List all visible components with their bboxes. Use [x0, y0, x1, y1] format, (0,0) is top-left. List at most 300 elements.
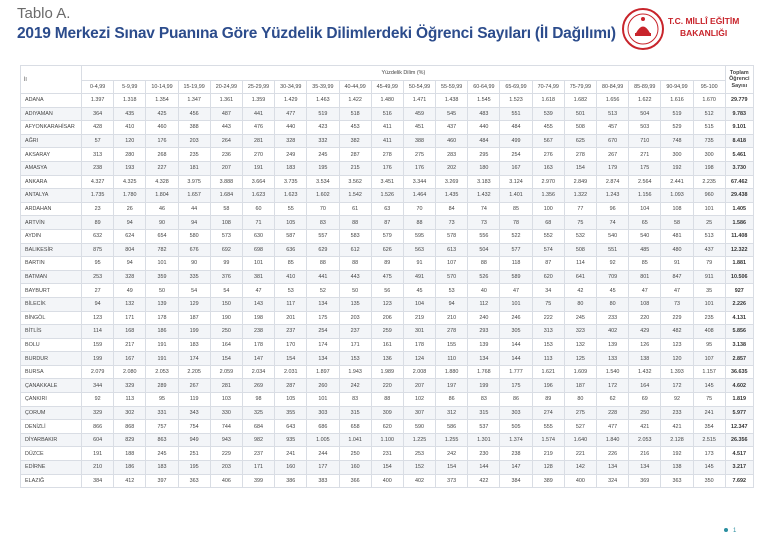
value-cell: 198	[242, 311, 274, 325]
value-cell: 125	[564, 352, 596, 366]
value-cell: 233	[597, 311, 629, 325]
value-cell: 183	[275, 161, 307, 175]
value-cell: 126	[629, 338, 661, 352]
value-cell: 400	[371, 474, 403, 488]
value-cell: 98	[242, 393, 274, 407]
value-cell: 96	[597, 202, 629, 216]
value-cell: 1.656	[597, 94, 629, 108]
value-cell: 508	[564, 243, 596, 257]
value-cell: 684	[242, 420, 274, 434]
value-cell: 324	[597, 474, 629, 488]
value-cell: 139	[597, 338, 629, 352]
province-cell: BATMAN	[21, 270, 82, 284]
value-cell: 164	[629, 379, 661, 393]
value-cell: 289	[146, 379, 178, 393]
value-cell: 3.183	[468, 175, 500, 189]
value-cell: 483	[468, 107, 500, 121]
value-cell: 1.005	[307, 433, 339, 447]
value-cell: 134	[629, 461, 661, 475]
value-cell: 1.542	[339, 189, 371, 203]
value-cell: 1.401	[500, 189, 532, 203]
value-cell: 485	[629, 243, 661, 257]
value-cell: 1.657	[178, 189, 210, 203]
value-cell: 455	[532, 121, 564, 135]
value-cell: 191	[146, 352, 178, 366]
value-cell: 440	[468, 121, 500, 135]
value-cell: 210	[82, 461, 114, 475]
value-cell: 219	[403, 311, 435, 325]
value-cell: 154	[436, 461, 468, 475]
value-cell: 143	[242, 297, 274, 311]
value-cell: 3.124	[500, 175, 532, 189]
value-cell: 250	[629, 406, 661, 420]
province-cell: ARTVİN	[21, 216, 82, 230]
total-cell: 2.226	[725, 297, 753, 311]
table-row	[21, 365, 754, 379]
total-cell: 3.217	[725, 461, 753, 475]
value-cell: 120	[114, 134, 146, 148]
value-cell: 233	[661, 406, 693, 420]
value-cell: 801	[629, 270, 661, 284]
value-cell: 1.880	[436, 365, 468, 379]
value-cell: 150	[210, 297, 242, 311]
value-cell: 429	[629, 325, 661, 339]
value-cell: 670	[597, 134, 629, 148]
value-cell: 154	[210, 352, 242, 366]
value-cell: 183	[146, 461, 178, 475]
total-cell: 29.779	[725, 94, 753, 108]
column-header: 90-94,99	[661, 81, 693, 94]
total-header: Toplam Öğrenci Sayısı	[725, 66, 753, 94]
value-cell: 207	[210, 161, 242, 175]
value-cell: 101	[242, 257, 274, 271]
value-cell: 171	[339, 338, 371, 352]
value-cell: 505	[500, 420, 532, 434]
value-cell: 2.515	[693, 433, 725, 447]
value-cell: 503	[629, 121, 661, 135]
value-cell: 499	[500, 134, 532, 148]
table-row	[21, 297, 754, 311]
value-cell: 172	[597, 379, 629, 393]
value-cell: 113	[114, 393, 146, 407]
value-cell: 154	[371, 461, 403, 475]
value-cell: 167	[114, 352, 146, 366]
value-cell: 193	[114, 161, 146, 175]
value-cell: 245	[564, 311, 596, 325]
value-cell: 1.429	[275, 94, 307, 108]
column-header: 80-84,99	[597, 81, 629, 94]
value-cell: 1.523	[500, 94, 532, 108]
province-cell: EDİRNE	[21, 461, 82, 475]
value-cell: 118	[500, 257, 532, 271]
value-cell: 624	[114, 229, 146, 243]
value-cell: 1.255	[436, 433, 468, 447]
value-cell: 154	[275, 352, 307, 366]
value-cell: 183	[178, 338, 210, 352]
value-cell: 62	[597, 393, 629, 407]
value-cell: 1.622	[629, 94, 661, 108]
province-cell: BİLECİK	[21, 297, 82, 311]
value-cell: 460	[146, 121, 178, 135]
province-cell: ANTALYA	[21, 189, 82, 203]
value-cell: 74	[468, 202, 500, 216]
value-cell: 53	[436, 284, 468, 298]
value-cell: 268	[146, 148, 178, 162]
bullet-icon	[724, 528, 728, 532]
total-cell: 36.635	[725, 365, 753, 379]
value-cell: 251	[178, 447, 210, 461]
value-cell: 173	[693, 447, 725, 461]
value-cell: 1.682	[564, 94, 596, 108]
value-cell: 191	[82, 447, 114, 461]
value-cell: 300	[693, 148, 725, 162]
province-cell: BARTIN	[21, 257, 82, 271]
value-cell: 34	[532, 284, 564, 298]
value-cell: 2.053	[629, 433, 661, 447]
value-cell: 4.327	[82, 175, 114, 189]
value-cell: 83	[339, 393, 371, 407]
value-cell: 52	[307, 284, 339, 298]
value-cell: 90	[178, 257, 210, 271]
total-cell: 10.506	[725, 270, 753, 284]
value-cell: 187	[178, 311, 210, 325]
value-cell: 231	[371, 447, 403, 461]
value-cell: 476	[242, 121, 274, 135]
value-cell: 237	[242, 447, 274, 461]
value-cell: 1.943	[339, 365, 371, 379]
value-cell: 228	[597, 406, 629, 420]
value-cell: 94	[178, 216, 210, 230]
table-row	[21, 202, 754, 216]
value-cell: 313	[82, 148, 114, 162]
value-cell: 75	[693, 393, 725, 407]
value-cell: 3.975	[178, 175, 210, 189]
value-cell: 110	[436, 352, 468, 366]
value-cell: 412	[114, 474, 146, 488]
value-cell: 237	[275, 325, 307, 339]
value-cell: 1.623	[242, 189, 274, 203]
value-cell: 123	[371, 297, 403, 311]
value-cell: 124	[403, 352, 435, 366]
value-cell: 206	[371, 311, 403, 325]
value-cell: 516	[371, 107, 403, 121]
value-cell: 271	[629, 148, 661, 162]
value-cell: 197	[436, 379, 468, 393]
value-cell: 138	[629, 352, 661, 366]
value-cell: 364	[82, 107, 114, 121]
value-cell: 1.897	[307, 365, 339, 379]
value-cell: 94	[436, 297, 468, 311]
value-cell: 153	[339, 352, 371, 366]
value-cell: 136	[371, 352, 403, 366]
value-cell: 604	[82, 433, 114, 447]
value-cell: 199	[178, 325, 210, 339]
province-cell: AFYONKARAHİSAR	[21, 121, 82, 135]
value-cell: 235	[693, 311, 725, 325]
total-cell: 4.602	[725, 379, 753, 393]
total-cell: 1.405	[725, 202, 753, 216]
value-cell: 94	[82, 297, 114, 311]
value-cell: 369	[629, 474, 661, 488]
value-cell: 235	[178, 148, 210, 162]
value-cell: 411	[371, 134, 403, 148]
value-cell: 1.768	[468, 365, 500, 379]
value-cell: 754	[178, 420, 210, 434]
column-header: 5-9,99	[114, 81, 146, 94]
value-cell: 2.008	[403, 365, 435, 379]
value-cell: 176	[403, 161, 435, 175]
value-cell: 195	[307, 161, 339, 175]
value-cell: 293	[468, 325, 500, 339]
value-cell: 154	[564, 161, 596, 175]
province-cell: AĞRI	[21, 134, 82, 148]
table-row	[21, 406, 754, 420]
value-cell: 630	[242, 229, 274, 243]
value-cell: 312	[436, 406, 468, 420]
value-cell: 2.205	[178, 365, 210, 379]
logo-line-1: T.C. MİLLÎ EĞİTİM	[668, 16, 740, 26]
total-cell: 3.138	[725, 338, 753, 352]
value-cell: 104	[629, 202, 661, 216]
table-row	[21, 433, 754, 447]
value-cell: 491	[403, 270, 435, 284]
value-cell: 164	[210, 338, 242, 352]
total-cell: 11.408	[725, 229, 753, 243]
value-cell: 3.735	[275, 175, 307, 189]
data-table-container	[20, 65, 753, 488]
value-cell: 267	[178, 379, 210, 393]
value-cell: 147	[500, 461, 532, 475]
value-cell: 1.438	[436, 94, 468, 108]
value-cell: 144	[500, 352, 532, 366]
value-cell: 331	[146, 406, 178, 420]
value-cell: 504	[629, 107, 661, 121]
value-cell: 84	[436, 202, 468, 216]
value-cell: 1.225	[403, 433, 435, 447]
table-row	[21, 325, 754, 339]
value-cell: 50	[146, 284, 178, 298]
value-cell: 89	[532, 393, 564, 407]
value-cell: 281	[242, 134, 274, 148]
value-cell: 88	[468, 257, 500, 271]
value-cell: 267	[597, 148, 629, 162]
value-cell: 222	[532, 311, 564, 325]
value-cell: 123	[82, 311, 114, 325]
value-cell: 186	[114, 461, 146, 475]
value-cell: 735	[693, 134, 725, 148]
value-cell: 107	[436, 257, 468, 271]
province-cell: BOLU	[21, 338, 82, 352]
province-cell: AMASYA	[21, 161, 82, 175]
value-cell: 748	[661, 134, 693, 148]
il-header: İl	[21, 66, 82, 94]
value-cell: 80	[597, 297, 629, 311]
value-cell: 171	[242, 461, 274, 475]
value-cell: 79	[693, 257, 725, 271]
province-cell: BİNGÖL	[21, 311, 82, 325]
province-cell: AKSARAY	[21, 148, 82, 162]
value-cell: 172	[661, 379, 693, 393]
value-cell: 389	[532, 474, 564, 488]
value-cell: 2.849	[564, 175, 596, 189]
value-cell: 199	[82, 352, 114, 366]
value-cell: 132	[564, 338, 596, 352]
value-cell: 1.623	[275, 189, 307, 203]
value-cell: 480	[661, 243, 693, 257]
value-cell: 3.269	[436, 175, 468, 189]
value-cell: 103	[210, 393, 242, 407]
value-cell: 229	[661, 311, 693, 325]
column-header: 75-79,99	[564, 81, 596, 94]
total-cell: 1.586	[725, 216, 753, 230]
value-cell: 410	[275, 270, 307, 284]
value-cell: 551	[500, 107, 532, 121]
value-cell: 190	[210, 311, 242, 325]
value-cell: 104	[403, 297, 435, 311]
table-label: Tablo A.	[17, 5, 71, 22]
value-cell: 83	[468, 393, 500, 407]
value-cell: 443	[339, 270, 371, 284]
table-row	[21, 420, 754, 434]
value-cell: 45	[403, 284, 435, 298]
value-cell: 229	[210, 447, 242, 461]
value-cell: 580	[178, 229, 210, 243]
value-cell: 512	[693, 107, 725, 121]
group-header: Yüzdelik Dilim (%)	[82, 66, 726, 81]
value-cell: 27	[82, 284, 114, 298]
table-row	[21, 148, 754, 162]
value-cell: 275	[564, 406, 596, 420]
value-cell: 1.318	[114, 94, 146, 108]
value-cell: 201	[275, 311, 307, 325]
value-cell: 238	[242, 325, 274, 339]
value-cell: 220	[371, 379, 403, 393]
value-cell: 2.564	[629, 175, 661, 189]
value-cell: 1.621	[532, 365, 564, 379]
value-cell: 144	[468, 461, 500, 475]
value-cell: 178	[403, 338, 435, 352]
value-cell: 216	[629, 447, 661, 461]
province-cell: BİTLİS	[21, 325, 82, 339]
value-cell: 42	[564, 284, 596, 298]
value-cell: 757	[146, 420, 178, 434]
value-cell: 1.463	[307, 94, 339, 108]
total-cell: 12.347	[725, 420, 753, 434]
value-cell: 73	[661, 297, 693, 311]
value-cell: 388	[178, 121, 210, 135]
value-cell: 89	[371, 257, 403, 271]
value-cell: 70	[307, 202, 339, 216]
value-cell: 301	[403, 325, 435, 339]
value-cell: 152	[403, 461, 435, 475]
value-cell: 95	[146, 393, 178, 407]
column-header: 15-19,99	[178, 81, 210, 94]
total-cell: 1.819	[725, 393, 753, 407]
value-cell: 92	[82, 393, 114, 407]
value-cell: 1.347	[178, 94, 210, 108]
value-cell: 3.664	[242, 175, 274, 189]
value-cell: 245	[146, 447, 178, 461]
value-cell: 270	[242, 148, 274, 162]
column-header: 0-4,99	[82, 81, 114, 94]
value-cell: 49	[114, 284, 146, 298]
value-cell: 3.344	[403, 175, 435, 189]
value-cell: 440	[275, 121, 307, 135]
value-cell: 3.451	[371, 175, 403, 189]
value-cell: 145	[693, 379, 725, 393]
value-cell: 53	[275, 284, 307, 298]
value-cell: 44	[178, 202, 210, 216]
value-cell: 363	[178, 474, 210, 488]
table-row	[21, 474, 754, 488]
value-cell: 250	[210, 325, 242, 339]
value-cell: 87	[371, 216, 403, 230]
value-cell: 1.422	[339, 94, 371, 108]
value-cell: 552	[532, 229, 564, 243]
value-cell: 744	[210, 420, 242, 434]
value-cell: 253	[403, 447, 435, 461]
value-cell: 287	[339, 148, 371, 162]
value-cell: 238	[82, 161, 114, 175]
value-cell: 383	[307, 474, 339, 488]
value-cell: 1.374	[500, 433, 532, 447]
value-cell: 94	[114, 216, 146, 230]
value-cell: 242	[339, 379, 371, 393]
value-cell: 943	[210, 433, 242, 447]
province-cell: ADIYAMAN	[21, 107, 82, 121]
value-cell: 142	[564, 461, 596, 475]
value-cell: 508	[564, 121, 596, 135]
value-cell: 518	[339, 107, 371, 121]
total-cell: 8.418	[725, 134, 753, 148]
value-cell: 532	[564, 229, 596, 243]
value-cell: 174	[178, 352, 210, 366]
value-cell: 105	[275, 393, 307, 407]
value-cell: 513	[597, 107, 629, 121]
value-cell: 1.540	[597, 365, 629, 379]
value-cell: 625	[564, 134, 596, 148]
value-cell: 2.079	[82, 365, 114, 379]
value-cell: 526	[468, 270, 500, 284]
value-cell: 86	[436, 393, 468, 407]
value-cell: 1.393	[661, 365, 693, 379]
total-cell: 26.356	[725, 433, 753, 447]
value-cell: 147	[242, 352, 274, 366]
page-footer	[724, 528, 736, 534]
province-cell: BALIKESİR	[21, 243, 82, 257]
ministry-logo	[620, 3, 760, 55]
value-cell: 1.435	[436, 189, 468, 203]
value-cell: 278	[564, 148, 596, 162]
value-cell: 191	[242, 161, 274, 175]
value-cell: 123	[661, 338, 693, 352]
value-cell: 210	[436, 311, 468, 325]
value-cell: 382	[339, 134, 371, 148]
value-cell: 3.888	[210, 175, 242, 189]
value-cell: 343	[178, 406, 210, 420]
value-cell: 63	[371, 202, 403, 216]
value-cell: 90	[146, 216, 178, 230]
value-cell: 56	[371, 284, 403, 298]
value-cell: 643	[275, 420, 307, 434]
value-cell: 55	[275, 202, 307, 216]
province-cell: ADANA	[21, 94, 82, 108]
value-cell: 300	[661, 148, 693, 162]
value-cell: 350	[693, 474, 725, 488]
value-cell: 330	[210, 406, 242, 420]
value-cell: 435	[114, 107, 146, 121]
value-cell: 175	[307, 311, 339, 325]
